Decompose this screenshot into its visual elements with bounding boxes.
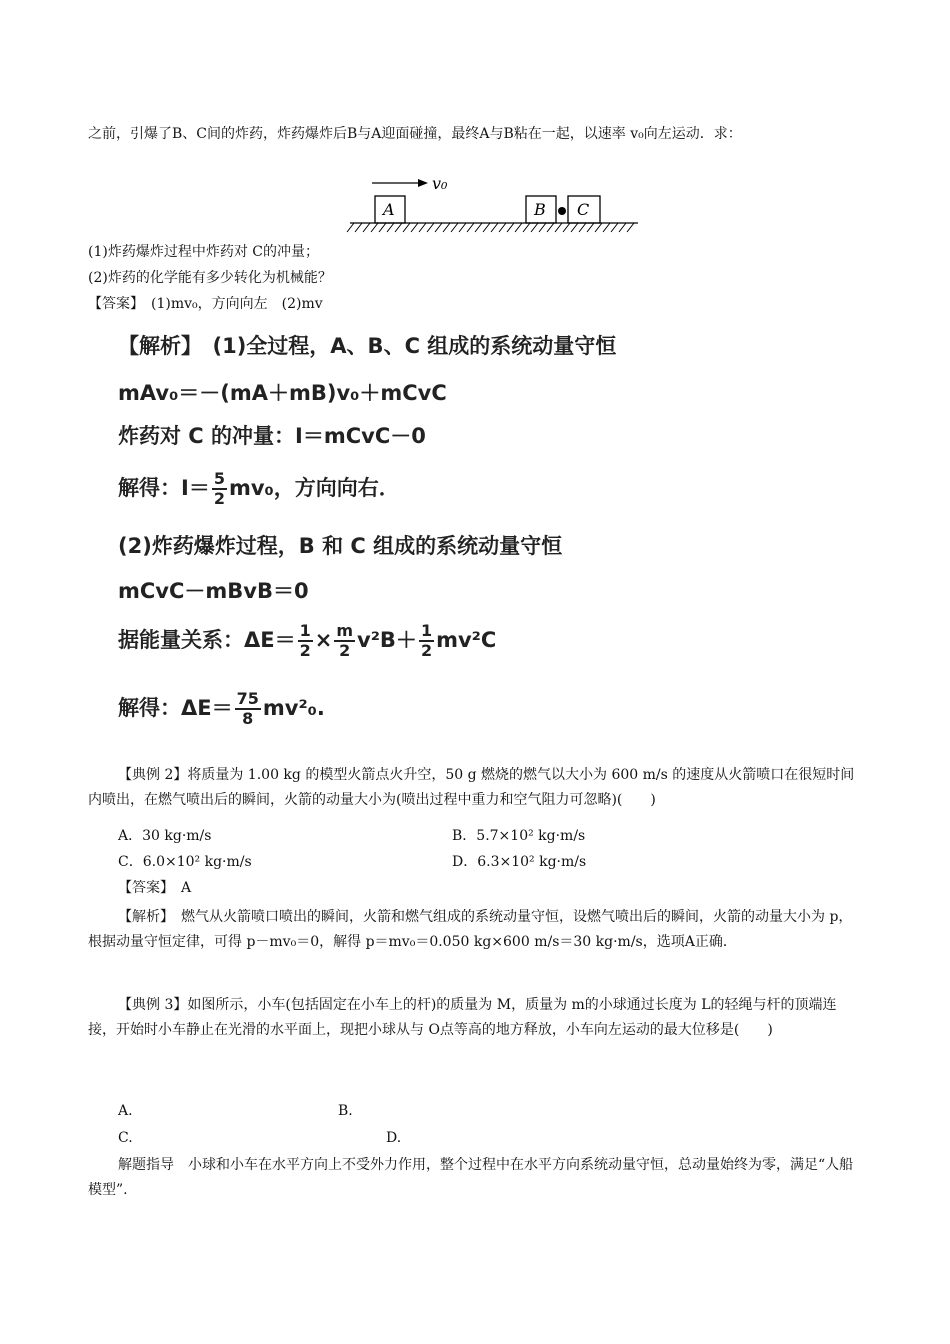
hatch-mark xyxy=(411,223,418,232)
intro-line: 之前，引爆了B、C间的炸药，炸药爆炸后B与A迎面碰撞，最终A与B粘在一起，以速率 v₀向左运动．求： xyxy=(88,126,742,142)
block-b-label: B xyxy=(534,200,546,219)
hatch-mark xyxy=(587,223,594,232)
solution-line-4: 解得：I＝ $\frac{5}{2}$ mv₀，方向向右． xyxy=(118,469,400,508)
hatch-mark xyxy=(355,223,362,232)
example-3-option-c: C. xyxy=(118,1130,133,1146)
hatch-mark xyxy=(435,223,442,232)
hatch-mark xyxy=(547,223,554,232)
example-2-answer: 【答案】 A xyxy=(118,880,192,896)
hatch-mark xyxy=(475,223,482,232)
solution-line-6: mCvC－mBvB＝0 xyxy=(118,579,309,603)
ground-hatch xyxy=(347,223,634,232)
solution-line-8: 解得：ΔE＝ $\frac{75}{8}$ mv²₀. xyxy=(118,689,325,728)
hatch-mark xyxy=(531,223,538,232)
example-3-option-a: A. xyxy=(118,1103,133,1119)
example-2-option-a: A．30 kg·m/s xyxy=(118,828,212,844)
hatch-mark xyxy=(571,223,578,232)
hatch-mark xyxy=(467,223,474,232)
hatch-mark xyxy=(539,223,546,232)
example-2-analysis: 【解析】 燃气从火箭喷口喷出的瞬间，火箭和燃气组成的系统动量守恒，设燃气喷出后的瞬间，火箭的动量大小为 p，根据动量守恒定律，可得 p－mv₀＝0，解得 p＝mv₀＝0.050 kg×600 m/s＝30 kg·m/s，选项A正确． xyxy=(88,909,853,950)
example-2-option-c: C．6.0×10² kg·m/s xyxy=(118,854,252,870)
hatch-mark xyxy=(627,223,634,232)
solution-line-5: (2)炸药爆炸过程，B 和 C 组成的系统动量守恒 xyxy=(118,534,563,558)
example-3-guide: 解题指导 小球和小车在水平方向上不受外力作用，整个过程中在水平方向系统动量守恒，总动量始终为零，满足“人船模型”. xyxy=(88,1157,854,1198)
blocks-figure xyxy=(346,168,646,238)
hatch-mark xyxy=(563,223,570,232)
hatch-mark xyxy=(443,223,450,232)
block-c-label: C xyxy=(577,200,590,219)
solution-line-1: 【解析】 (1)全过程，A、B、C 组成的系统动量守恒 xyxy=(118,334,617,358)
hatch-mark xyxy=(419,223,426,232)
explosive-dot xyxy=(558,207,566,215)
example-3-option-d: D. xyxy=(386,1130,402,1146)
question-2: (2)炸药的化学能有多少转化为机械能？ xyxy=(88,270,332,286)
hatch-mark xyxy=(395,223,402,232)
hatch-mark xyxy=(491,223,498,232)
hatch-mark xyxy=(387,223,394,232)
hatch-mark xyxy=(603,223,610,232)
hatch-mark xyxy=(555,223,562,232)
velocity-arrowhead xyxy=(418,179,428,187)
hatch-mark xyxy=(371,223,378,232)
hatch-mark xyxy=(499,223,506,232)
hatch-mark xyxy=(595,223,602,232)
hatch-mark xyxy=(363,223,370,232)
hatch-mark xyxy=(507,223,514,232)
example-3-option-b: B. xyxy=(338,1103,353,1119)
hatch-mark xyxy=(347,223,354,232)
answer-1: 【答案】 (1)mv₀，方向向左 (2)mv xyxy=(88,296,323,312)
hatch-mark xyxy=(403,223,410,232)
question-1: (1)炸药爆炸过程中炸药对 C的冲量； xyxy=(88,244,319,260)
hatch-mark xyxy=(619,223,626,232)
example-2-option-b: B．5.7×10² kg·m/s xyxy=(452,828,586,844)
hatch-mark xyxy=(451,223,458,232)
hatch-mark xyxy=(379,223,386,232)
solution-line-7: 据能量关系：ΔE＝ $\frac{1}{2}$ × $\frac{m}{2}$ v²B＋ $\frac{1}{2}$ mv²C xyxy=(118,621,497,660)
hatch-mark xyxy=(523,223,530,232)
solution-line-3: 炸药对 C 的冲量：I＝mCvC－0 xyxy=(118,424,426,448)
solution-line-2: mAv₀＝－(mA＋mB)v₀＋mCvC xyxy=(118,381,447,405)
hatch-mark xyxy=(515,223,522,232)
block-a-label: A xyxy=(383,200,395,219)
hatch-mark xyxy=(483,223,490,232)
hatch-mark xyxy=(579,223,586,232)
example-2-option-d: D．6.3×10² kg·m/s xyxy=(452,854,587,870)
example-3-text: 【典例 3】如图所示，小车(包括固定在小车上的杆)的质量为 M，质量为 m的小球通过长度为 L的轻绳与杆的顶端连接，开始时小车静止在光滑的水平面上，现把小球从与 O点等高的地方释放，小车向左运动的最大位移是( ) xyxy=(88,997,837,1038)
example-2-text: 【典例 2】将质量为 1.00 kg 的模型火箭点火升空，50 g 燃烧的燃气以大小为 600 m/s 的速度从火箭喷口在很短时间内喷出，在燃气喷出后的瞬间，火箭的动量大小为(喷出过程中重力和空气阻力可忽略)( ) xyxy=(88,767,855,808)
hatch-mark xyxy=(427,223,434,232)
hatch-mark xyxy=(611,223,618,232)
hatch-mark xyxy=(459,223,466,232)
v0-label: v₀ xyxy=(432,174,448,193)
